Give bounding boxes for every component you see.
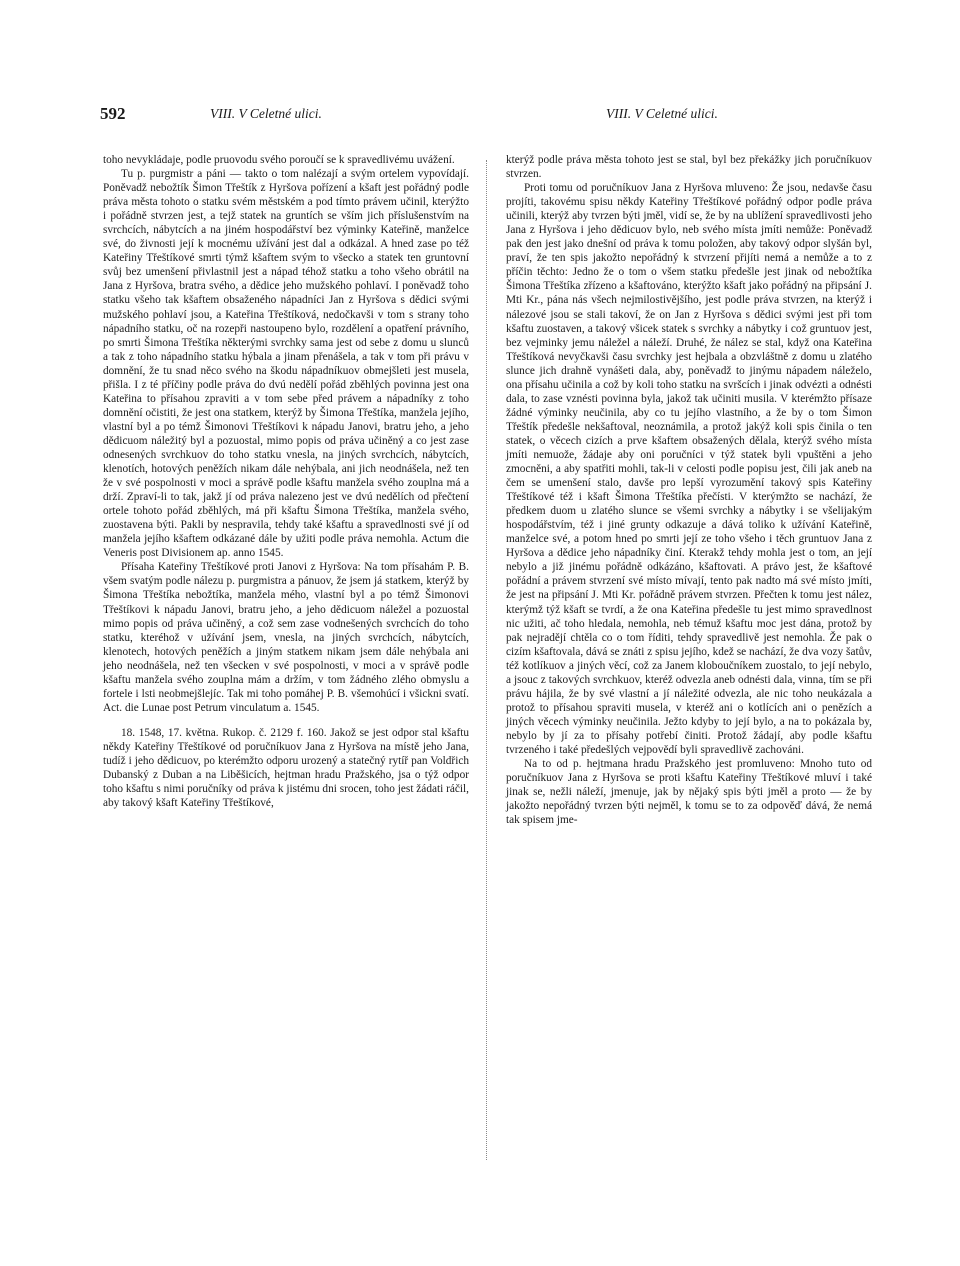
column-divider: [486, 160, 487, 1160]
paragraph: toho nevykládaje, podle pruovodu svého poroučí se k spravedlivému uvážení.: [103, 154, 455, 166]
paragraph: Tu p. purgmistr a páni — takto o tom nalézají a svým ortelem vypovídají. Poněvadž nebožtík Šimon Třeštík z Hyršova pořízení a kšaft jest pořádný podle práva města tohoto o statku svém městském a pod tímto právem učinil, kterýžto i pořádně stvrzen jest, a tejž statek na gruntích se vším jich příslušenstvím na svrchcích, nábytcích a na jiném hospodářství bez výminky Kateřině, manželce své, do živnosti její k mocnému užívání jest dal a odkázal. A hned zase po též Kateřiny Třeštíkové smrti týmž kšaftem svým to všecko a statek ten gruntovní svůj bez umenšení přivlastnil jest a nápad téhož statku a toho všeho obrátil na Jana z Hyršova, bratra svého, a dědice jeho mužského pohlaví. I poněvadž toho statku všeho tak kšaftem obsaženého nápadníci Jan z Hyršova s dědici svými mužského pohlaví jsou, a Kateřina Třeštíková, nedočkavši v tom s strany toho nápadního statku, oč na rozepři nastoupeno bylo, rozdělení a opatření právního, po smrti Šimona Třeštíka některými svrchky sama jest od sebe z domu u slunců a tak z toho nápadního statku hýbala a jinam přenášela, a tak v tom při právu v domnění, že tu snad něco svého na škodu nápadníkuov obmejšleti jest musela, přišla. I z té příčiny podle práva do dvú nedělí pořád zběhlých povinna jest ona Kateřina to přísahou zpraviti a v tom sebe před právem a nápadníky z toho domnění očistiti, že jest ona statkem, kterýž by Šimona Třeštíka, manžela jejího, vlastní byl a po témž Šimonovi Třeštíkovi k nápadu Janovi, bratru jeho, a jeho dědicuom náležitý byl a pozuostal, mimo popis od práva učiněný a co jest zase odnesených svrchkuov do toho statku vnesla, na jiných svrchcích, nábytcích, klenotích, hotových peněžích nikam dále nehýbala, ani jich neodnášela, než ten že v své pospolnosti v moci a správě podle kšaftu manžela svého zouplna má a drží. Zpraví-li to tak, jakž jí od práva nalezeno jest ve dvú nedělích od přečtení ortele tohoto pořád zběhlých, má při kšaftu Šimona Třeštíka, manžela svého, zuostavena býti. Pakli by nespravila, tehdy také kšaftu a spravedlnosti své jí od manžela jejího kšaftem odkázané dále by užiti podle práva nemohla. Actum die Veneris post Divisionem ap. anno 1545.: [103, 168, 469, 560]
paragraph: kterýž podle práva města tohoto jest se stal, byl bez překážky jich poručníkuov stvrzen.: [506, 154, 872, 181]
left-column: [103, 153, 469, 810]
paragraph: Přísaha Kateřiny Třeštíkové proti Janovi z Hyršova: Na tom přísahám P. B. všem svatým podle nálezu p. purgmistra a pánuov, že jsem já statkem, kterýž by Šimona Třeštíka nebožtíka, manžela mého, vlastní byl a po témž Šimonovi Třeštíkovi k nápadu Janovi, bratru jeho, a jeho dědicuom náležel a pozuostal mimo popis od práva učiněný, a což sem zase vodnešených svrchcích do toho statku, kteréhož v užívání jsem, vnesla, na jiných svrchcích, nábytcích, klenotech, hotových peněžích a jiným statkem nikam jsem dále nehýbala ani jeho neodnášela, než ten všecken v své pospolnosti, v moci a v správě podle kšaftu manžela svého zouplna mám a držím, v tom žádného zlého obmyslu a fortele i lsti neobmejšlejíc. Tak mi toho pomáhej P. B. všemohúcí i všickni svatí. Act. die Lunae post Petrum vinculatum a. 1545.: [103, 561, 469, 714]
running-title-left: VIII. V Celetné ulici.: [210, 106, 322, 121]
page-header: [100, 104, 870, 128]
page-number: 592: [100, 104, 126, 123]
running-title-right: VIII. V Celetné ulici.: [606, 106, 718, 121]
right-column: [506, 153, 872, 827]
paragraph: Proti tomu od poručníkuov Jana z Hyršova mluveno: Že jsou, nedavše času projíti, takovému spisu někdy Kateřiny Třeštíkové pořádný odpor podle práva učinili, kterýž aby tvrzen býti jměl, vidí se, že by na ublížení spravedlivosti jeho Jana z Hyršova i jeho dědicuov bylo, neb svého místa jmíti nemůže: Poněvadž pak den jest jako dnešní od práva k tomu položen, aby takový odpor slyšán byl, praví, že ten spis jakožto nepořádný k stvrzení přijíti nemá a nemůže a to z příčin těchto: Jedno že o tom o všem statku předešle jest jinak od nebožtíka Šimona Třeštíka zřízeno a kšaftováno, kterýžto kšaft jako pořádný na připsání J. Mti Kr., pána nás všech nejmilostivějšího, jest podle práva stvrzen, na kterýž i nálezové jsou se stali takoví, že on Jan z Hyršova s dědici svými jest při tom kšaftu zuostaven, a takový všicek statek s svrchky a nábytky i což gruntuov jest, bez vejminky jemu náležel a náleží. Druhé, že nález se stal, když ona Kateřina Třeštíková nevyčkavši času svrchky jest hejbala a obzvláštně z domu u zlatého slunce jich drahně vynášeti dala, aby, poněvadž to jinýmu nápadem náleželo, ona přísahu učinila a což by koli toho statku na svršcích i jinak odvézti a odnésti dala, to zase vznésti povinna byla, jakož tak učiniti musila. V kterémžto přísaze žádné výminky neučinila, aby co tu jejího vlastního, a že by o tom Šimon Třeštík předešle nekšaftoval, neoznámila, a protož jakýž koli spis činila o ten statek, o věcech cizích a prve kšaftem obsažených dělala, kterýž svého místa jmíti nemuože, žádaje aby oni poručníci v týž statek byli vpuštěni a jeho zmocněni, a aby spatřiti mohli, tak-li v celosti podle popisu jest, čili jak aneb na čem se umenšení stalo, davše pro lepší vyrozumění takový spis Kateřiny Třeštíkové též i kšaft Šimona Třeštíka přečísti. V kterýmžto se nachází, že předkem duom u zlatého slunce se všemi svrchky a nábytky i se všelijakým hospodářstvím, též i jiné grunty odkazuje a dává toliko k užívání Kateřině, manželce své, a potom hned po smrti její ze toho všeho i těch gruntuov Jana z Hyršova a dědice jeho nápadníky činí. Kterakž tehdy mohla jest o tom, an její nebylo a již jinému pořádně odkázáno, kšaftovati. A právo jest, že kšaftové pořádní a právem stvrzení své místo mívají, tento pak nadto má své místo jmíti, že jest na připsání J. Mti Kr. pořádně právem stvrzen. Přečten k tomu jest nález, kterýmž týž kšaft se tvrdí, a že ona Kateřina předešle tu jest mimo spravedlnost nic užiti, ač toho hledala, nemohla, neb témuž kšaftu moc jest dána, protož by pak nejradějí chtěla co o tom říditi, tehdy spravedlivě jest nemohla. Že pak o cizím kšaftovala, dává se znáti z spisu jejího, kdež se nachází, že dva vozy šatův, též kotlíkuov a jiných věcí, což za Janem kloboučníkem zuostalo, to její nebylo, a jsouc z takových svrchkuov, kteréž odvezla aneb odnésti dala, vinna, tím se při právu hájila, že by své vlastní a jí náležité odvezla, ale nic toho neukázala a protož to přísahou spraviti musela, v kteréž ani o kotlících ani o penězích a jiných věcech výminky neučinila. Ježto kdyby to její bylo, a na to pokázala by, nebylo by jí za to přísahy potřebí činiti. Protož žádají, aby podle kšaftu tvrzeného i také předešlých vejpovědí byli spravedlivě zachováni.: [506, 182, 872, 756]
entry-paragraph: 18. 1548, 17. května. Rukop. č. 2129 f. 160. Jakož se jest odpor stal kšaftu někdy Kateřiny Třeštíkové od poručníkuov Jana z Hyršova na místě jeho Jana, tudíž i jeho dědicuov, po kterémžto odporu urozený a statečný rytíř pan Voldřich Dubanský z Duban a na Liběšicích, hejtman hradu Pražského, jsa o týž odpor toho kšaftu s nimi poručníky od práva k jistému dni srocen, toho jest žádati ráčil, aby takový kšaft Kateřiny Třeštíkové,: [103, 726, 469, 810]
paragraph: Na to od p. hejtmana hradu Pražského jest promluveno: Mnoho tuto od poručníkuov Jana z Hyršova se proti kšaftu Kateřiny Třeštíkové mluví i také jinak se, nežli náleží, jmenuje, jak by nějaký spis býti jměl a proto — že by jakožto nepořádný tvrzen býti nejměl, k tomu se to za odpověď dává, že nemá tak spisem jme-: [506, 758, 872, 827]
